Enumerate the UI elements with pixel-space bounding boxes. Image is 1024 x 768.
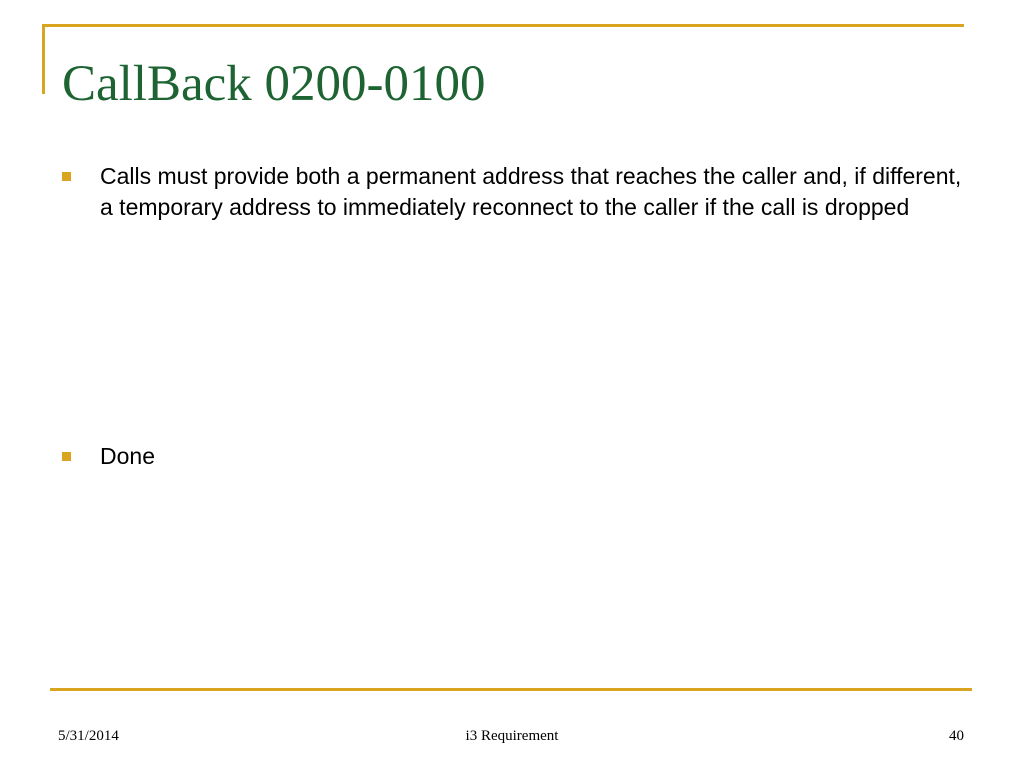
slide-title: CallBack 0200-0100 (62, 56, 486, 112)
footer-title: i3 Requirement (465, 728, 559, 744)
page-number: 40 (949, 728, 964, 744)
footer-divider (50, 688, 972, 691)
bullet-text: Done (100, 443, 155, 469)
frame-accent-horizontal (42, 24, 964, 27)
footer-date: 5/31/2014 (58, 728, 119, 744)
square-bullet-icon (62, 172, 71, 181)
square-bullet-icon (62, 452, 71, 461)
frame-accent-vertical (42, 24, 45, 94)
bullet-item-callback-requirement (62, 161, 962, 223)
bullet-text: Calls must provide both a permanent address that reaches the caller and, if different, a temporary address to immediately reconnect to the caller if the call is dropped (100, 163, 962, 220)
bullet-item-status (62, 441, 962, 472)
